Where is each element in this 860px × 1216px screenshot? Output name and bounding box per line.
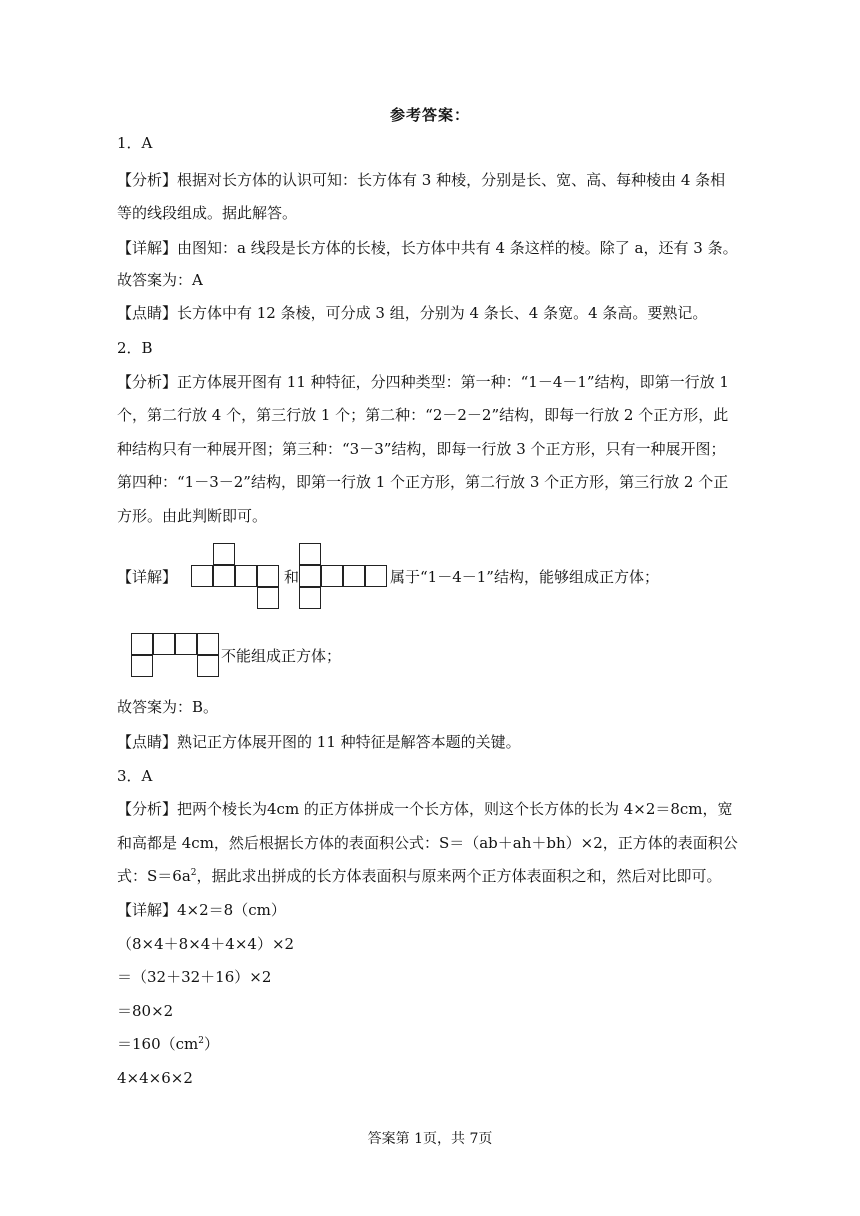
net-square bbox=[131, 655, 153, 677]
cube-net-1-4-1-b bbox=[299, 543, 389, 609]
answer-3-detail-line4: ＝80×2 bbox=[117, 1002, 174, 1020]
answer-3-detail-line1: 【详解】4×2＝8（cm） bbox=[117, 901, 286, 919]
answer-2-detail-suffix: 属于“1－4－1”结构，能够组成正方体； bbox=[390, 568, 659, 586]
answer-1-tip: 【点睛】长方体中有 12 条棱，可分成 3 组，分别为 4 条长、4 条宽。4 条高。要熟记。 bbox=[117, 304, 708, 322]
cube-net-1-4-1-a bbox=[191, 543, 281, 609]
net-square bbox=[197, 655, 219, 677]
answer-3-analysis-line3 bbox=[117, 866, 747, 886]
net-square bbox=[153, 633, 175, 655]
net-square bbox=[365, 565, 387, 587]
net-square bbox=[299, 587, 321, 609]
answer-1-analysis-line2: 等的线段组成。据此解答。 bbox=[117, 204, 298, 222]
net-square bbox=[175, 633, 197, 655]
answer-2-detail-second-suffix: 不能组成正方体； bbox=[221, 647, 342, 665]
page-title: 参考答案： bbox=[389, 106, 470, 124]
cube-net-non-foldable bbox=[131, 633, 219, 677]
answer-1-analysis-line1: 【分析】根据对长方体的认识可知：长方体有 3 种棱，分别是长、宽、高、每种棱由 4 条相 bbox=[117, 171, 726, 189]
answer-2-analysis-line5: 方形。由此判断即可。 bbox=[117, 507, 268, 525]
answer-1-conclusion: 故答案为：A bbox=[117, 271, 203, 289]
net-square bbox=[131, 633, 153, 655]
net-square bbox=[191, 565, 213, 587]
net-square bbox=[213, 565, 235, 587]
answer-2-detail-prefix: 【详解】 bbox=[117, 568, 178, 586]
net-square bbox=[299, 543, 321, 565]
answer-2-analysis-line3: 种结构只有一种展开图；第三种：“3－3”结构，即每一行放 3 个正方形，只有一种展开图； bbox=[117, 440, 726, 458]
answer-2-detail-and: 和 bbox=[284, 568, 300, 586]
answer-1-detail: 【详解】由图知：a 线段是长方体的长棱，长方体中共有 4 条这样的棱。除了 a，还有 3 条。 bbox=[117, 239, 738, 257]
answer-1-header: 1．A bbox=[117, 134, 153, 152]
net-square bbox=[213, 543, 235, 565]
answer-3-analysis-line1: 【分析】把两个棱长为4cm 的正方体拼成一个长方体，则这个长方体的长为 4×2＝8cm，宽 bbox=[117, 800, 733, 818]
result-tail: ） bbox=[204, 1035, 220, 1053]
net-square bbox=[257, 565, 279, 587]
answer-3-analysis-line2: 和高都是 4cm，然后根据长方体的表面积公式：S＝（ab＋ah＋bh）×2，正方体的表面积公 bbox=[117, 834, 738, 852]
formula-text: 式：S＝6a bbox=[117, 867, 191, 885]
answer-2-conclusion: 故答案为：B。 bbox=[117, 698, 219, 716]
net-square bbox=[235, 565, 257, 587]
net-square bbox=[343, 565, 365, 587]
net-square bbox=[321, 565, 343, 587]
answer-2-analysis-line4: 第四种：“1－3－2”结构，即第一行放 1 个正方形，第二行放 3 个正方形，第三行放 2 个正 bbox=[117, 473, 729, 491]
answer-2-tip: 【点睛】熟记正方体展开图的 11 种特征是解答本题的关键。 bbox=[117, 733, 521, 751]
answer-3-header: 3．A bbox=[117, 767, 153, 785]
answer-3-detail-line2: （8×4＋8×4＋4×4）×2 bbox=[117, 935, 295, 953]
answer-2-analysis-line1: 【分析】正方体展开图有 11 种特征，分四种类型：第一种：“1－4－1”结构，即第一行放 1 bbox=[117, 373, 729, 391]
net-square bbox=[257, 587, 279, 609]
superscript: 2 bbox=[190, 868, 197, 878]
formula-tail: ，据此求出拼成的长方体表面积与原来两个正方体表面积之和，然后对比即可。 bbox=[196, 867, 722, 885]
answer-3-detail-line3: ＝（32＋32＋16）×2 bbox=[117, 968, 272, 986]
answer-2-header: 2．B bbox=[117, 339, 153, 357]
superscript: 2 bbox=[198, 1036, 204, 1046]
answer-3-detail-line5 bbox=[117, 1034, 747, 1054]
page-footer: 答案第 1页，共 7页 bbox=[367, 1131, 493, 1147]
answer-2-analysis-line2: 个，第二行放 4 个，第三行放 1 个；第二种：“2－2－2”结构，即每一行放 2 个正方形，此 bbox=[117, 406, 729, 424]
result-text: ＝160（cm bbox=[117, 1035, 199, 1053]
answer-3-detail-line6: 4×4×6×2 bbox=[117, 1069, 193, 1087]
net-square bbox=[299, 565, 321, 587]
net-square bbox=[197, 633, 219, 655]
